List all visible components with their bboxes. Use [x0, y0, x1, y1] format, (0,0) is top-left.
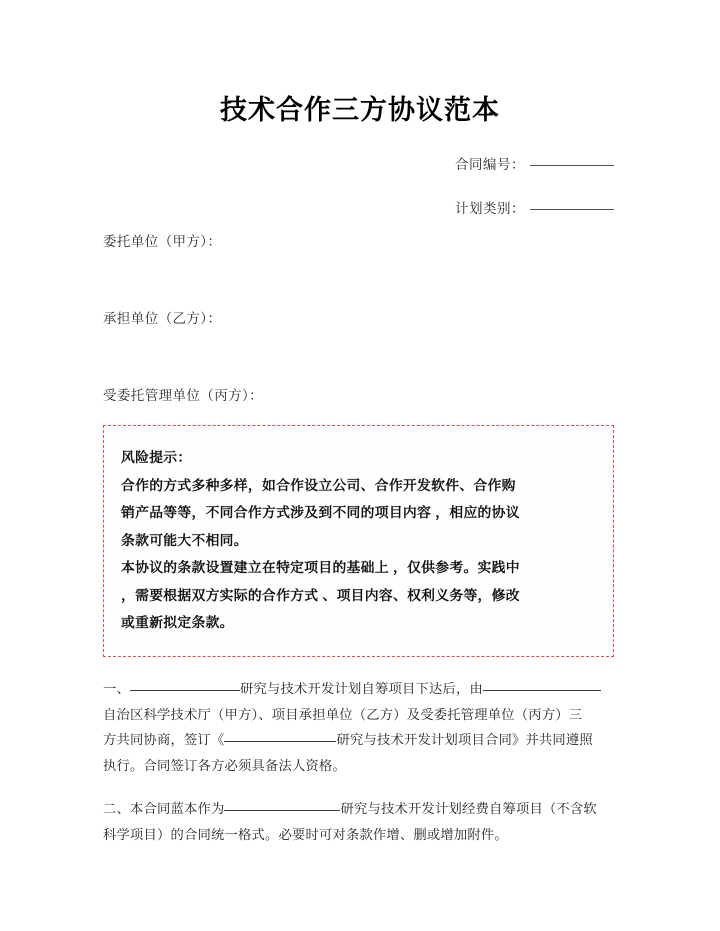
plan-category-field[interactable]	[530, 196, 614, 210]
clause-one-line-4: 执行。合同签订各方必须具备法人资格。	[103, 757, 346, 773]
plan-category-label: 计划类别：	[455, 201, 525, 216]
clause-two	[103, 796, 616, 847]
risk-notice-box	[103, 425, 614, 657]
party-a-row	[103, 230, 614, 307]
clause-one-text-a: 研究与技术开发计划自筹项目下达后，由	[240, 681, 483, 696]
clause-one-line-3	[103, 727, 616, 753]
clause-one	[103, 676, 616, 778]
clause-blank-field[interactable]	[224, 728, 336, 742]
risk-notice-line: 或重新拟定条款。	[121, 615, 234, 630]
plan-category-row	[103, 196, 614, 217]
risk-notice-line: ，需要根据双方实际的合作方式 、项目内容、权利义务等，修改	[121, 587, 520, 603]
clause-blank-field[interactable]	[130, 677, 240, 691]
contract-number-field[interactable]	[530, 152, 614, 166]
clause-one-line-2: 自治区科学技术厅（甲方）、项目承担单位（乙方）及受委托管理单位（丙方）三	[103, 706, 583, 722]
risk-notice-line: 本协议的条款设置建立在特定项目的基础上 ，仅供参考。实践中	[121, 560, 520, 575]
page-title: 技术合作三方协议范本	[220, 95, 500, 125]
clause-blank-field[interactable]	[224, 797, 340, 811]
party-b-row	[103, 307, 614, 384]
contract-number-row	[103, 152, 614, 173]
clause-two-text-a: 二、本合同蓝本作为	[103, 801, 225, 816]
risk-notice-heading: 风险提示：	[121, 450, 192, 465]
party-a-label: 委托单位（甲方）：	[103, 234, 222, 249]
party-b-label: 承担单位（乙方）：	[103, 311, 222, 326]
risk-notice-content	[104, 426, 613, 637]
clauses-block	[103, 676, 616, 865]
clause-one-text-c: 研究与技术开发计划项目合同》并共同遵照	[336, 732, 593, 747]
clause-two-text-b: 研究与技术开发计划经费自筹项目（不含软	[340, 801, 597, 816]
risk-notice-line: 销产品等等，不同合作方式涉及到不同的项目内容 ，相应的协议	[121, 505, 520, 520]
clause-one-line-1	[103, 676, 616, 702]
clause-one-number: 一、	[103, 681, 130, 696]
clause-two-line-1	[103, 796, 616, 822]
contract-meta-block	[103, 152, 614, 240]
risk-notice-line: 合作的方式多种多样，如合作设立公司、合作开发软件、合作购	[121, 477, 516, 493]
clause-blank-field[interactable]	[483, 677, 601, 691]
clause-one-text-b: 方共同协商，签订《	[103, 732, 225, 747]
risk-notice-line: 条款可能大不相同。	[121, 532, 248, 548]
party-c-label: 受委托管理单位（丙方）：	[103, 388, 264, 403]
contract-number-label: 合同编号：	[455, 157, 525, 172]
clause-two-line-2: 科学项目）的合同统一格式。必要时可对条款作增、删或增加附件。	[103, 826, 508, 842]
